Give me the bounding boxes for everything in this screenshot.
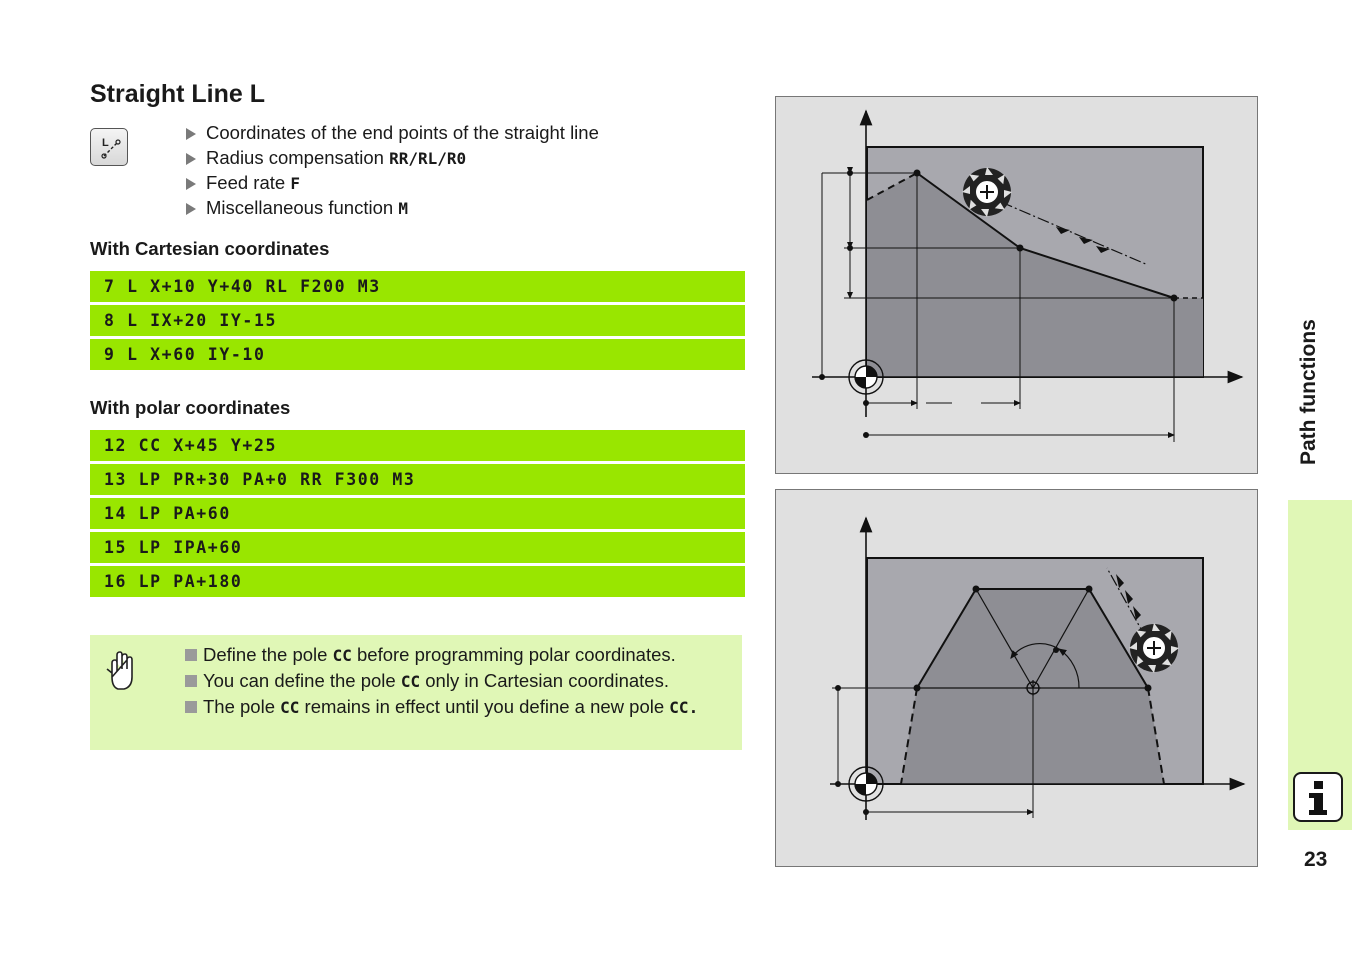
code-line: 16 LP PA+180 (90, 566, 745, 597)
code-line: 8 L IX+20 IY-15 (90, 305, 745, 336)
note-text: remains in effect until you define a new pole (299, 696, 670, 717)
triangle-bullet-icon (186, 178, 196, 190)
square-bullet-icon (185, 675, 197, 687)
code-line: 9 L X+60 IY-10 (90, 339, 745, 370)
note-text: The pole (203, 696, 281, 717)
note-text: Define the pole (203, 644, 333, 665)
pointing-hand-icon (104, 647, 138, 693)
bullet-code: F (290, 174, 300, 193)
bullet-text: Radius compensation (206, 147, 390, 168)
note-list (185, 642, 735, 720)
page-number: 23 (1304, 848, 1328, 871)
cartesian-line-figure (775, 96, 1258, 474)
bullet-item (186, 120, 599, 145)
square-bullet-icon (185, 649, 197, 661)
note-item (185, 694, 735, 720)
bullet-text: Miscellaneous function (206, 197, 399, 218)
milling-cutter-icon (1129, 623, 1179, 673)
note-code: CC (400, 672, 421, 691)
code-line: 15 LP IPA+60 (90, 532, 745, 563)
note-item (185, 668, 735, 694)
triangle-bullet-icon (186, 128, 196, 140)
note-box (90, 635, 742, 750)
code-line: 12 CC X+45 Y+25 (90, 430, 745, 461)
line-L-key-icon (90, 128, 128, 166)
note-code: CC. (669, 698, 699, 717)
code-line: 14 LP PA+60 (90, 498, 745, 529)
note-item (185, 642, 735, 668)
triangle-bullet-icon (186, 203, 196, 215)
code-line: 7 L X+10 Y+40 RL F200 M3 (90, 271, 745, 302)
note-code: CC (280, 698, 300, 717)
cartesian-code-block (90, 271, 745, 373)
svg-text:L: L (102, 137, 109, 149)
bullet-item (186, 195, 599, 220)
milling-cutter-icon (962, 167, 1012, 217)
triangle-bullet-icon (186, 153, 196, 165)
section-tab-title: Path functions (1297, 319, 1320, 465)
note-text: You can define the pole (203, 670, 401, 691)
info-icon (1293, 772, 1343, 822)
note-text: only in Cartesian coordinates. (420, 670, 669, 691)
code-line: 13 LP PR+30 PA+0 RR F300 M3 (90, 464, 745, 495)
bullet-code: M (398, 199, 408, 218)
note-text: before programming polar coordinates. (351, 644, 676, 665)
bullet-text: Feed rate (206, 172, 291, 193)
polar-heading: With polar coordinates (90, 397, 291, 418)
bullet-text: Coordinates of the end points of the straight line (206, 122, 599, 143)
square-bullet-icon (185, 701, 197, 713)
bullet-item (186, 170, 599, 195)
note-code: CC (332, 646, 352, 665)
polar-line-figure (775, 489, 1258, 867)
function-bullet-list (186, 120, 599, 220)
bullet-code: RR/RL/R0 (389, 149, 467, 168)
bullet-item (186, 145, 599, 170)
cartesian-heading: With Cartesian coordinates (90, 238, 330, 259)
page-title: Straight Line L (90, 80, 265, 108)
polar-code-block (90, 430, 745, 600)
